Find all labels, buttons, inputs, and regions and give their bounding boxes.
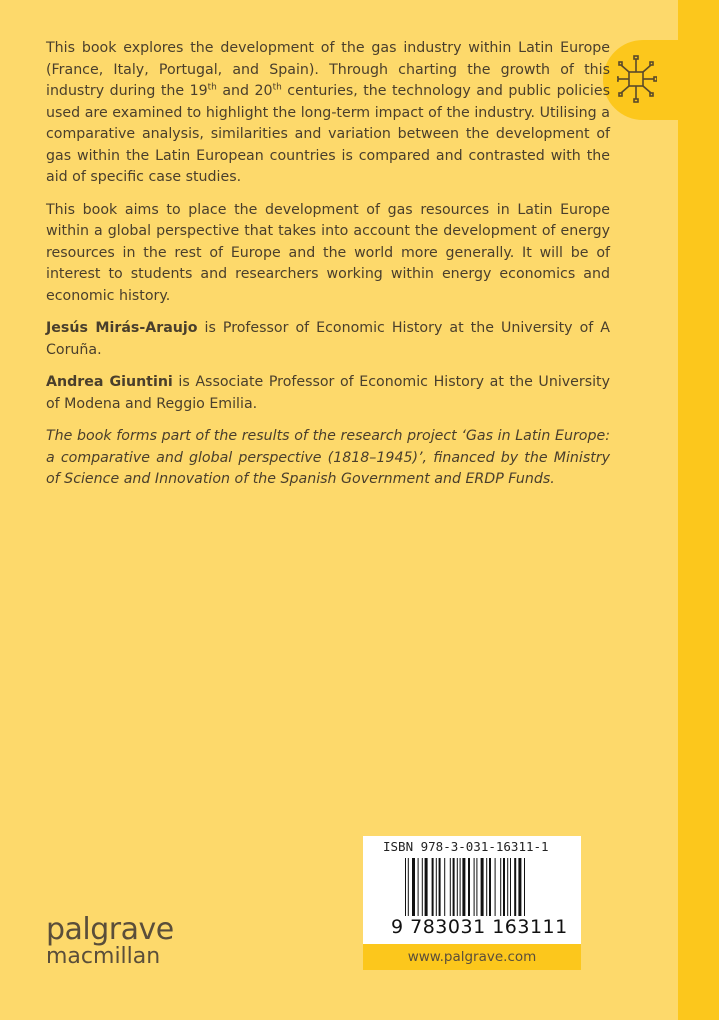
publisher-url[interactable]: www.palgrave.com xyxy=(363,944,581,970)
network-icon xyxy=(617,50,657,110)
author-bio-2: Andrea Giuntini is Associate Professor of Economic History at the University of Modena and Reggio Emilia. xyxy=(46,374,611,412)
series-tab xyxy=(603,40,679,120)
audience-paragraph: This book aims to place the development of gas resources in Latin Europe within a global perspective that takes into account the development of energy resources in the rest of Europe and the world more generally. It will be of interest to students and researchers working within energy economics and economic history. xyxy=(46,201,610,304)
author-bio-1: Jesús Mirás-Araujo is Professor of Economic History at the University of A Coruña. xyxy=(46,320,610,358)
back-cover-text xyxy=(46,38,610,502)
barcode-number: 9 783031 163111 xyxy=(391,916,568,938)
spine-strip xyxy=(678,0,719,1020)
publisher-logo: palgrave macmillan xyxy=(46,912,174,969)
summary-paragraph: This book explores the development of the gas industry within Latin Europe (France, Italy, Portugal, and Spain). Through charting the growth of this industry during the 19th and 20th centuries, the technology and public policies used are examined to highlight the long-term impact of the industry. Utilising a comparative analysis, similarities and variation between the development of gas within the Latin European countries is compared and contrasted with the aid of specific case studies. xyxy=(46,40,610,185)
funding-note: The book forms part of the results of the research project ‘Gas in Latin Europe: a comparative and global perspective (1818–1945)’, financed by the Ministry of Science and Innovation of the Spanish Government and ERDP Funds. xyxy=(46,428,610,487)
isbn-barcode-box xyxy=(363,836,581,944)
isbn-label: ISBN 978-3-031-16311-1 xyxy=(383,839,549,854)
